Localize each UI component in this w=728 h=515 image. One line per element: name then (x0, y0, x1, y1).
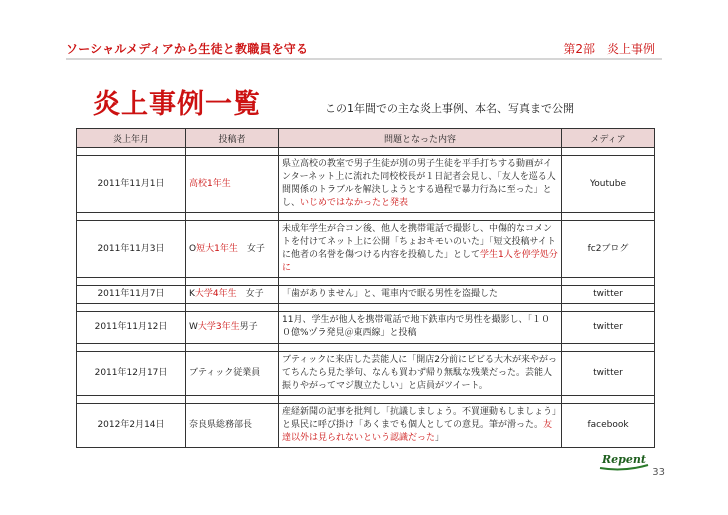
content-cell (279, 286, 562, 304)
content-text: いじめではなかったと発表 (300, 198, 409, 209)
date-cell: 2011年11月3日 (77, 221, 186, 278)
content-cell (279, 403, 562, 447)
row-spacer (77, 343, 655, 351)
date-cell: 2011年12月17日 (77, 351, 186, 395)
content-cell (279, 221, 562, 278)
page-title: 炎上事例一覧 (93, 89, 261, 120)
table-row (77, 312, 655, 343)
column-header-media: メディア (562, 129, 655, 148)
poster-text: O (189, 243, 197, 254)
table-row (77, 221, 655, 278)
poster-text: 奈良県総務部長 (189, 419, 253, 430)
column-header-poster: 投稿者 (186, 129, 279, 148)
row-spacer (77, 278, 655, 286)
row-spacer (77, 395, 655, 403)
poster-cell (186, 351, 279, 395)
poster-text: K (189, 289, 195, 300)
date-cell: 2012年2月14日 (77, 403, 186, 447)
svg-text:Repent: Repent (602, 453, 646, 466)
row-spacer (77, 304, 655, 312)
column-header-date: 炎上年月 (77, 129, 186, 148)
poster-cell (186, 156, 279, 213)
media-cell: twitter (562, 351, 655, 395)
content-text: 友達以外は見られないという認識だった (282, 419, 553, 443)
content-text: 学生1人を停学処分に (282, 250, 558, 274)
content-text: 「歯がありません」と、電車内で眠る男性を盗撮した (282, 289, 499, 300)
incident-table (76, 128, 655, 448)
poster-cell (186, 221, 279, 278)
content-text: 未成年学生が合コン後、他人を携帯電話で撮影し、中傷的なコメントを付けてネット上に公開「ちょおキモいのいた」「短文投稿サイトに他者の名誉を傷つける内容を投稿した」として (282, 224, 556, 261)
column-header-content: 問題となった内容 (279, 129, 562, 148)
content-cell (279, 312, 562, 343)
date-cell: 2011年11月12日 (77, 312, 186, 343)
table-row (77, 403, 655, 447)
content-cell (279, 351, 562, 395)
media-cell: twitter (562, 286, 655, 304)
poster-text: ブティック従業員 (189, 367, 261, 378)
repent-logo (598, 451, 650, 471)
table-header-row (77, 129, 655, 148)
poster-text: 女子 (237, 243, 265, 254)
poster-cell (186, 312, 279, 343)
table-row (77, 351, 655, 395)
poster-text: 大学3年生 (197, 321, 240, 332)
content-cell (279, 156, 562, 213)
poster-text: 高校1年生 (189, 178, 231, 189)
content-text: 産経新聞の記事を批判し「抗議しましょう。不買運動もしましょう」と県民に呼び掛け「あくまでも個人としての意見。筆が滑った。 (282, 406, 557, 430)
date-cell: 2011年11月7日 (77, 286, 186, 304)
row-spacer (77, 213, 655, 221)
media-cell: twitter (562, 312, 655, 343)
table-body (77, 148, 655, 448)
content-text: 11月、学生が他人を携帯電話で地下鉄車内で男性を撮影し、「１００億%ヅラ発見＠東西線」と投稿 (282, 315, 550, 339)
date-cell: 2011年11月1日 (77, 156, 186, 213)
poster-text: 大学4年生 (194, 289, 237, 300)
poster-text: 男子 (239, 321, 258, 332)
poster-text: 短大1年生 (196, 243, 238, 254)
table-row (77, 156, 655, 213)
content-text: 県立高校の教室で男子生徒が別の男子生徒を平手打ちする動画がインターネット上に流れた同校校長が１日記者会見し、「友人を巡る人間関係のトラブルを解決しようとする過程で暴力行為に至った」とし、 (282, 159, 556, 209)
content-text: ブティックに来店した芸能人に「開店2分前にビビる大木が来やがってちんたら見た挙句、なんも買わず帰り無駄な残業だった。芸能人振りやがってマジ腹立たしい」と店員がツイート。 (282, 354, 558, 391)
page-subtitle: この1年間での主な炎上事例、本名、写真まで公開 (325, 102, 574, 115)
poster-text: 女子 (236, 289, 264, 300)
page-number: 33 (652, 467, 665, 478)
table-row (77, 286, 655, 304)
content-text: 」 (435, 432, 445, 443)
media-cell: Youtube (562, 156, 655, 213)
media-cell: fc2ブログ (562, 221, 655, 278)
media-cell: facebook (562, 403, 655, 447)
section-label: 第2部 炎上事例 (563, 42, 655, 56)
row-spacer (77, 148, 655, 156)
header-title: ソーシャルメディアから生徒と教職員を守る (66, 42, 309, 56)
poster-cell (186, 286, 279, 304)
header-divider (66, 58, 662, 60)
poster-cell (186, 403, 279, 447)
poster-text: W (189, 321, 198, 332)
